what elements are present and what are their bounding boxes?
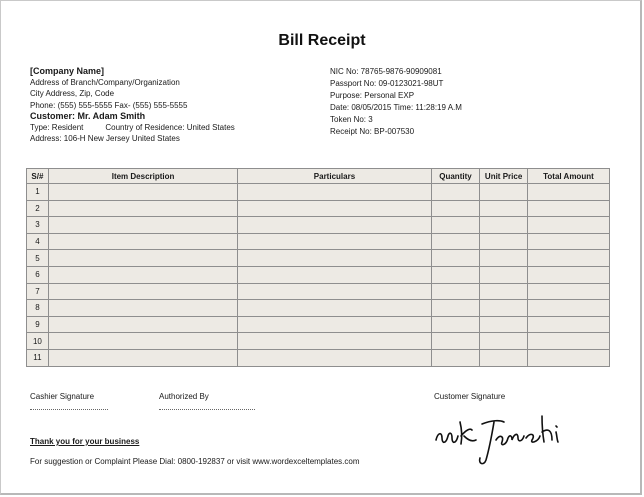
cashier-signature-line — [30, 409, 108, 410]
particulars-cell[interactable] — [238, 316, 431, 333]
table-row — [27, 283, 610, 300]
table-row — [27, 250, 610, 267]
unit-price-cell[interactable] — [480, 266, 528, 283]
table-row — [27, 217, 610, 234]
total-amount-cell[interactable] — [527, 200, 609, 217]
quantity-cell[interactable] — [431, 333, 480, 350]
total-amount-cell[interactable] — [527, 316, 609, 333]
item-description-cell[interactable] — [48, 300, 237, 317]
table-row — [27, 316, 610, 333]
customer-signature-label: Customer Signature — [434, 392, 506, 401]
header-serial: S/# — [27, 169, 49, 184]
particulars-cell[interactable] — [238, 217, 431, 234]
unit-price-cell[interactable] — [480, 349, 528, 366]
serial-cell: 1 — [27, 184, 49, 201]
serial-cell: 8 — [27, 300, 49, 317]
quantity-cell[interactable] — [431, 233, 480, 250]
total-amount-cell[interactable] — [527, 333, 609, 350]
table-row — [27, 266, 610, 283]
serial-cell: 5 — [27, 250, 49, 267]
quantity-cell[interactable] — [431, 217, 480, 234]
serial-cell: 4 — [27, 233, 49, 250]
table-row — [27, 349, 610, 366]
serial-cell: 3 — [27, 217, 49, 234]
token-number: Token No: 3 — [330, 115, 373, 124]
quantity-cell[interactable] — [431, 250, 480, 267]
header-unit-price: Unit Price — [480, 169, 528, 184]
item-description-cell[interactable] — [48, 233, 237, 250]
unit-price-cell[interactable] — [480, 283, 528, 300]
item-description-cell[interactable] — [48, 250, 237, 267]
company-address-1: Address of Branch/Company/Organization — [30, 78, 180, 88]
cashier-signature-label: Cashier Signature — [30, 392, 95, 401]
particulars-cell[interactable] — [238, 200, 431, 217]
table-row — [27, 333, 610, 350]
unit-price-cell[interactable] — [480, 250, 528, 267]
header-particulars: Particulars — [238, 169, 431, 184]
company-name: [Company Name] — [30, 66, 105, 76]
serial-cell: 2 — [27, 200, 49, 217]
particulars-cell[interactable] — [238, 283, 431, 300]
serial-cell: 10 — [27, 333, 49, 350]
serial-cell: 9 — [27, 316, 49, 333]
table-row — [27, 233, 610, 250]
table-row — [27, 184, 610, 201]
customer-country: Country of Residence: United States — [105, 123, 235, 133]
header-total-amount: Total Amount — [527, 169, 609, 184]
thanks-message: Thank you for your business — [30, 437, 140, 446]
quantity-cell[interactable] — [431, 266, 480, 283]
quantity-cell[interactable] — [431, 300, 480, 317]
item-description-cell[interactable] — [48, 316, 237, 333]
unit-price-cell[interactable] — [480, 333, 528, 350]
table-row — [27, 300, 610, 317]
item-description-cell[interactable] — [48, 266, 237, 283]
receipt-title: Bill Receipt — [278, 32, 366, 49]
company-address-2: City Address, Zip, Code — [30, 89, 115, 99]
serial-cell: 6 — [27, 266, 49, 283]
authorized-by-line — [159, 409, 255, 410]
unit-price-cell[interactable] — [480, 300, 528, 317]
header-quantity: Quantity — [431, 169, 480, 184]
customer-type: Type: Resident — [30, 123, 84, 133]
unit-price-cell[interactable] — [480, 233, 528, 250]
table-row — [27, 200, 610, 217]
total-amount-cell[interactable] — [527, 349, 609, 366]
unit-price-cell[interactable] — [480, 200, 528, 217]
company-info — [30, 66, 235, 144]
authorized-by-label: Authorized By — [159, 392, 209, 401]
quantity-cell[interactable] — [431, 283, 480, 300]
particulars-cell[interactable] — [238, 349, 431, 366]
item-description-cell[interactable] — [48, 217, 237, 234]
total-amount-cell[interactable] — [527, 300, 609, 317]
customer-name: Customer: Mr. Adam Smith — [30, 110, 146, 121]
receipt-number: Receipt No: BP-007530 — [330, 127, 415, 136]
purpose: Purpose: Personal EXP — [330, 91, 415, 100]
item-description-cell[interactable] — [48, 349, 237, 366]
passport-number: Passport No: 09-0123021-98UT — [330, 79, 444, 88]
quantity-cell[interactable] — [431, 200, 480, 217]
header-item-description: Item Description — [48, 169, 237, 184]
particulars-cell[interactable] — [238, 300, 431, 317]
receipt-info — [330, 66, 462, 138]
particulars-cell[interactable] — [238, 250, 431, 267]
item-description-cell[interactable] — [48, 200, 237, 217]
nic-number: NIC No: 78765-9876-90909081 — [330, 67, 442, 76]
total-amount-cell[interactable] — [527, 184, 609, 201]
item-description-cell[interactable] — [48, 333, 237, 350]
item-description-cell[interactable] — [48, 283, 237, 300]
serial-cell: 11 — [27, 349, 49, 366]
unit-price-cell[interactable] — [480, 316, 528, 333]
particulars-cell[interactable] — [238, 333, 431, 350]
serial-cell: 7 — [27, 283, 49, 300]
customer-address: Address: 106-H New Jersey United States — [30, 134, 180, 144]
total-amount-cell[interactable] — [527, 283, 609, 300]
customer-type-row — [30, 122, 235, 133]
customer-signature-image — [430, 402, 580, 472]
company-phone: Phone: (555) 555-5555 Fax- (555) 555-5555 — [30, 100, 188, 110]
particulars-cell[interactable] — [238, 266, 431, 283]
quantity-cell[interactable] — [431, 349, 480, 366]
items-table — [26, 168, 610, 367]
table-header-row — [27, 169, 610, 184]
date-time: Date: 08/05/2015 Time: 11:28:19 A.M — [330, 103, 462, 112]
unit-price-cell[interactable] — [480, 184, 528, 201]
unit-price-cell[interactable] — [480, 217, 528, 234]
contact-info: For suggestion or Complaint Please Dial: 0800-192837 or visit www.wordexceltemplates.com — [30, 457, 360, 466]
quantity-cell[interactable] — [431, 316, 480, 333]
total-amount-cell[interactable] — [527, 233, 609, 250]
particulars-cell[interactable] — [238, 233, 431, 250]
quantity-cell[interactable] — [431, 184, 480, 201]
total-amount-cell[interactable] — [527, 250, 609, 267]
item-description-cell[interactable] — [48, 184, 237, 201]
total-amount-cell[interactable] — [527, 217, 609, 234]
particulars-cell[interactable] — [238, 184, 431, 201]
total-amount-cell[interactable] — [527, 266, 609, 283]
